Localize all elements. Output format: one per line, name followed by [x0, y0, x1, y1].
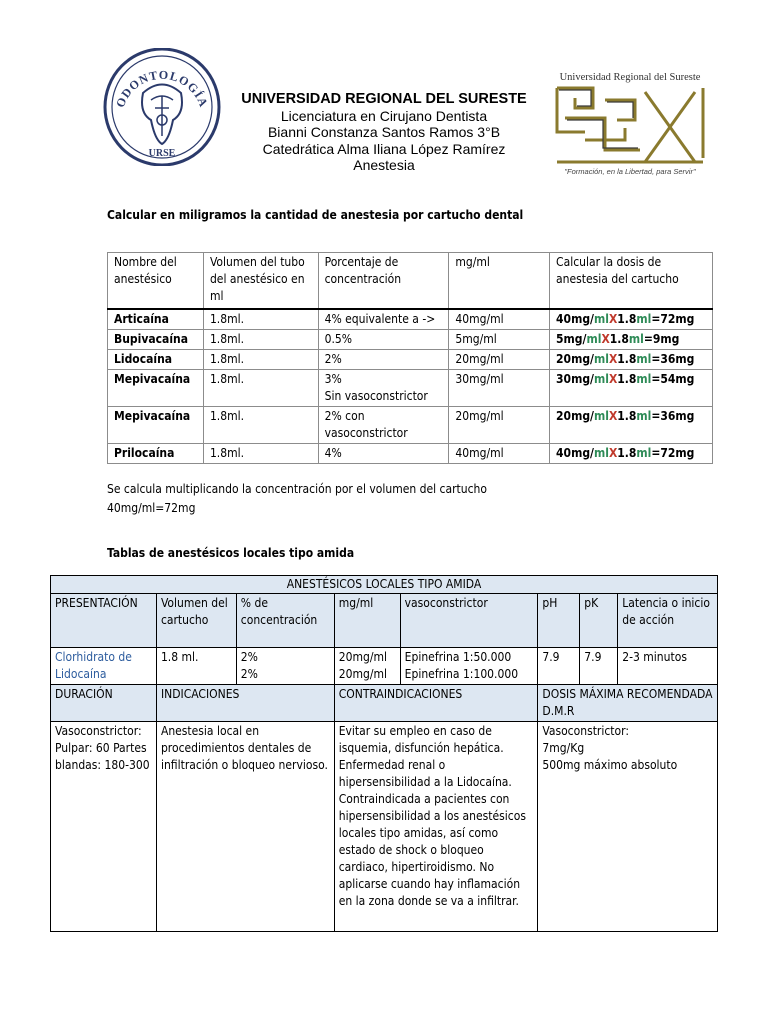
amide-anesthetics-table — [50, 575, 718, 932]
mgml-cell: 5mg/ml — [449, 329, 550, 349]
percentage-cell: 4% — [318, 443, 449, 463]
document-header — [236, 91, 532, 174]
dose-cell: 40mg/mlX1.8ml=72mg — [550, 309, 713, 330]
table-row — [108, 369, 713, 406]
university-logo — [545, 70, 715, 180]
dose-cell: 30mg/mlX1.8ml=54mg — [550, 369, 713, 406]
student-name: Bianni Constanza Santos Ramos 3°B — [267, 124, 501, 140]
percentage-cell: 3% Sin vasoconstrictor — [318, 369, 449, 406]
mgml-cell: 40mg/ml — [449, 309, 550, 330]
mgml-cell: 20mg/ml — [449, 406, 550, 443]
volume-cell: 1.8ml. — [203, 309, 318, 330]
dose-cell: 20mg/mlX1.8ml=36mg — [550, 349, 713, 369]
header-cell: mg/ml — [334, 594, 400, 648]
program-name: Licenciatura en Cirujano Dentista — [280, 107, 488, 124]
university-name: UNIVERSIDAD REGIONAL DEL SURESTE — [241, 91, 527, 107]
contraindications-cell: Evitar su empleo en caso de isquemia, disfunción hepática. Enfermedad renal o hipersensibilidad a la Lidocaína. Contraindicada a pacientes con hipersensibilidad a los anestésicos locales tipo amidas, así como estado de shock o bloqueo cardiaco, hipertiroidismo. No aplicarse cuando hay inflamación en la zona donde se va a infiltrar. — [334, 722, 538, 932]
header-cell: Latencia o inicio de acción — [618, 594, 718, 648]
dose-calculation-table — [107, 252, 713, 464]
duration-cell: Vasoconstrictor: Pulpar: 60 Partes blandas: 180-300 — [51, 722, 157, 932]
header-cell: Volumen del cartucho — [156, 594, 236, 648]
header-cell: PRESENTACIÓN — [51, 594, 157, 648]
mgml-cell: 20mg/ml — [449, 349, 550, 369]
svg-text:Universidad Regional del Sures: Universidad Regional del Sureste — [559, 72, 701, 83]
indications-cell: Anestesia local en procedimientos dentales de infiltración o bloqueo nervioso. — [156, 722, 334, 932]
mgml-cell: 20mg/ml 20mg/ml — [334, 648, 400, 685]
mgml-cell: 30mg/ml — [449, 369, 550, 406]
volume-cell: 1.8ml. — [203, 329, 318, 349]
anesthetic-name: Lidocaína — [108, 349, 204, 369]
header-cell: DURACIÓN — [51, 685, 157, 722]
table-header-row — [51, 594, 718, 648]
table-row — [51, 722, 718, 932]
header-cell: % de concentración — [236, 594, 334, 648]
odontologia-seal-logo — [103, 48, 221, 166]
table-header-row — [51, 685, 718, 722]
header-cell: Volumen del tubo del anestésico en ml — [203, 253, 318, 309]
volume-cell: 1.8ml. — [203, 369, 318, 406]
section2-title: Tablas de anestésicos locales tipo amida — [107, 546, 355, 560]
table-row — [108, 329, 713, 349]
svg-text:ODONTOLOGÍA: ODONTOLOGÍA — [112, 67, 212, 110]
anesthetic-name: Mepivacaína — [108, 369, 204, 406]
latency-cell: 2-3 minutos — [618, 648, 718, 685]
dose-cell: 5mg/mlX1.8ml=9mg — [550, 329, 713, 349]
table-row — [108, 443, 713, 463]
anesthetic-name: Prilocaína — [108, 443, 204, 463]
volume-cell: 1.8ml. — [203, 349, 318, 369]
dose-cell: 40mg/mlX1.8ml=72mg — [550, 443, 713, 463]
svg-text:URSE: URSE — [148, 148, 176, 159]
header-cell: Calcular la dosis de anestesia del cartucho — [550, 253, 713, 309]
table-row — [108, 309, 713, 330]
concentration-cell: 2% 2% — [236, 648, 334, 685]
anesthetic-name: Mepivacaína — [108, 406, 204, 443]
table-row — [108, 406, 713, 443]
header-cell: mg/ml — [449, 253, 550, 309]
pk-cell: 7.9 — [580, 648, 618, 685]
teacher-name: Catedrática Alma Iliana López Ramírez — [262, 140, 506, 157]
header-cell: pK — [580, 594, 618, 648]
vasoconstrictor-cell: Epinefrina 1:50.000 Epinefrina 1:100.000 — [400, 648, 538, 685]
volume-cell: 1.8ml. — [203, 443, 318, 463]
calculation-note — [107, 480, 487, 518]
table-row — [51, 648, 718, 685]
header-cell: DOSIS MÁXIMA RECOMENDADA D.M.R — [538, 685, 718, 722]
header-cell: pH — [538, 594, 580, 648]
volume-cell: 1.8 ml. — [156, 648, 236, 685]
percentage-cell: 0.5% — [318, 329, 449, 349]
ph-cell: 7.9 — [538, 648, 580, 685]
percentage-cell: 2% — [318, 349, 449, 369]
header-cell: Nombre del anestésico — [108, 253, 204, 309]
anesthetic-name: Articaína — [108, 309, 204, 330]
dose-cell: 20mg/mlX1.8ml=36mg — [550, 406, 713, 443]
header-cell: INDICACIONES — [156, 685, 334, 722]
subject-name: Anestesia — [353, 157, 415, 173]
header-cell: Porcentaje de concentración — [318, 253, 449, 309]
max-dose-cell: Vasoconstrictor: 7mg/Kg 500mg máximo absoluto — [538, 722, 718, 932]
volume-cell: 1.8ml. — [203, 406, 318, 443]
mgml-cell: 40mg/ml — [449, 443, 550, 463]
note-line: Se calcula multiplicando la concentración por el volumen del cartucho — [107, 482, 488, 496]
table-caption-row — [51, 576, 718, 594]
percentage-cell: 4% equivalente a -> — [318, 309, 449, 330]
header-cell: CONTRAINDICACIONES — [334, 685, 538, 722]
section1-title: Calcular en miligramos la cantidad de anestesia por cartucho dental — [107, 208, 524, 222]
table-header-row — [108, 253, 713, 309]
anesthetic-name: Bupivacaína — [108, 329, 204, 349]
percentage-cell: 2% con vasoconstrictor — [318, 406, 449, 443]
note-line: 40mg/ml=72mg — [107, 501, 196, 515]
table-caption: ANESTÉSICOS LOCALES TIPO AMIDA — [51, 576, 718, 594]
presentation-cell: Clorhidrato de Lidocaína — [51, 648, 157, 685]
svg-text:"Formación, en la Libertad, pa: "Formación, en la Libertad, para Servir" — [564, 167, 696, 176]
table-row — [108, 349, 713, 369]
header-cell: vasoconstrictor — [400, 594, 538, 648]
